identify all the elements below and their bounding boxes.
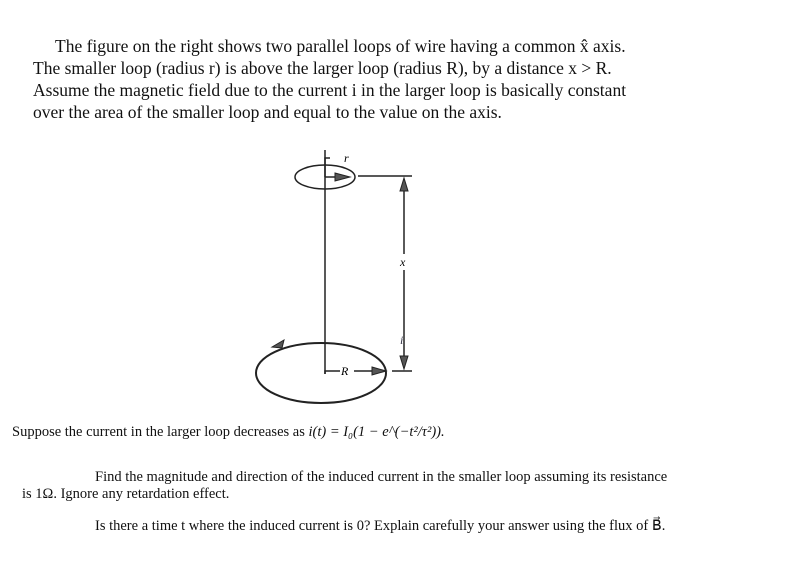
R-bracket — [325, 371, 340, 374]
part2-question: Is there a time t where the induced current is 0? Explain carefully your answer using the flux of B⃗. — [95, 518, 666, 534]
current-formula: i(t) = I₀(1 − e^(−t²/τ²)). — [308, 424, 445, 440]
intro-line-2: The smaller loop (radius r) is above the larger loop (radius R), by a distance x > R. — [33, 58, 612, 78]
x-arrow-up — [400, 178, 408, 191]
r-bracket — [325, 158, 330, 177]
label-i: i — [400, 333, 404, 347]
label-x: x — [400, 255, 406, 269]
label-R: R — [341, 364, 349, 378]
current-statement — [12, 424, 445, 441]
intro-line-4: over the area of the smaller loop and equal to the value on the axis. — [33, 102, 502, 122]
intro-line-3: Assume the magnetic field due to the current i in the larger loop is basically constant — [33, 80, 627, 100]
label-r: r — [344, 151, 349, 165]
x-arrow-down — [400, 356, 408, 369]
part1-line-1: Find the magnitude and direction of the induced current in the smaller loop assuming its resistance — [95, 469, 668, 485]
current-text: Suppose the current in the larger loop decreases as — [12, 424, 305, 440]
current-direction-arrow — [272, 340, 284, 348]
part1-line-2: is 1Ω. Ignore any retardation effect. — [22, 486, 230, 502]
R-arrowhead — [372, 367, 386, 375]
large-loop — [256, 343, 386, 403]
r-arrowhead — [335, 173, 350, 181]
intro-line-1: The figure on the right shows two parallel loops of wire having a common x̂ axis. — [55, 36, 626, 56]
